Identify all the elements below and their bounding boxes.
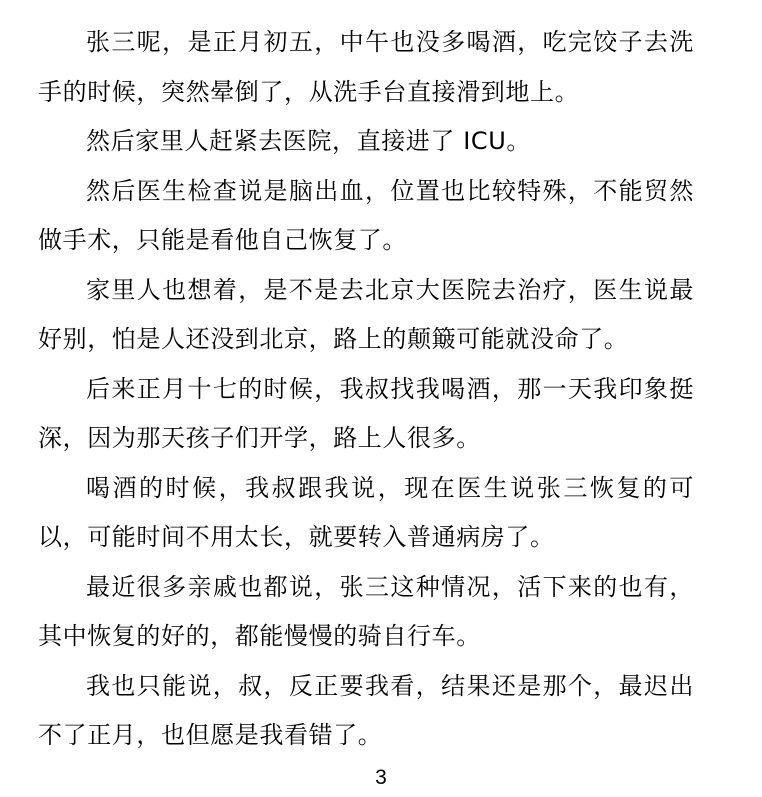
paragraph: 最近很多亲戚也都说，张三这种情况，活下来的也有，其中恢复的好的，都能慢慢的骑自行车。 — [38, 572, 694, 650]
page-number: 3 — [375, 766, 387, 789]
paragraph: 然后家里人赶紧去医院，直接进了 ICU。 — [86, 127, 532, 155]
paragraph: 喝酒的时候，我叔跟我说，现在医生说张三恢复的可以，可能时间不用太长，就要转入普通病房了。 — [38, 473, 694, 551]
document-body — [38, 18, 694, 761]
paragraph: 家里人也想着，是不是去北京大医院去治疗，医生说最好别，怕是人还没到北京，路上的颠簸可能就没命了。 — [38, 275, 694, 353]
paragraph: 后来正月十七的时候，我叔找我喝酒，那一天我印象挺深，因为那天孩子们开学，路上人很多。 — [38, 374, 694, 452]
paragraph: 然后医生检查说是脑出血，位置也比较特殊，不能贸然做手术，只能是看他自己恢复了。 — [38, 176, 694, 254]
paragraph: 张三呢，是正月初五，中午也没多喝酒，吃完饺子去洗手的时候，突然晕倒了，从洗手台直接滑到地上。 — [38, 28, 694, 106]
paragraph: 我也只能说，叔，反正要我看，结果还是那个，最迟出不了正月，也但愿是我看错了。 — [38, 671, 694, 749]
